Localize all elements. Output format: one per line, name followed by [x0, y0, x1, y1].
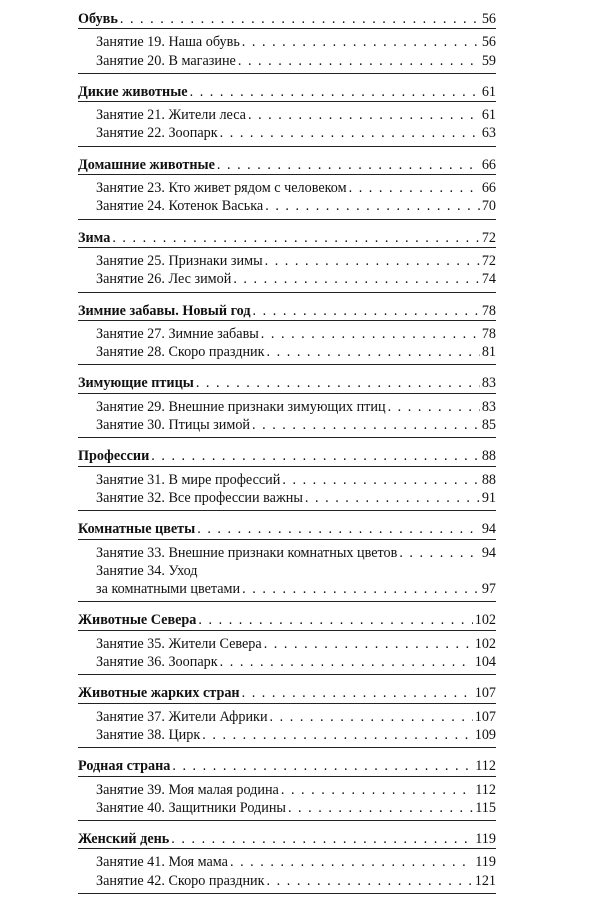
lesson-entry-title: Занятие 42. Скоро праздник	[96, 872, 265, 889]
lesson-entry-page: 119	[475, 854, 496, 871]
lesson-entry-page: 109	[474, 726, 496, 743]
lesson-entry	[78, 471, 496, 489]
dot-leader	[196, 374, 480, 392]
toc-section	[78, 830, 496, 894]
lesson-entry-title: Занятие 31. В мире профессий	[96, 471, 281, 488]
lesson-entry	[78, 124, 496, 142]
lesson-entry-title: Занятие 20. В магазине	[96, 52, 236, 69]
lesson-entry-page: 66	[481, 180, 496, 197]
toc-section	[78, 757, 496, 821]
dot-leader	[151, 447, 480, 465]
lesson-entry-title: Занятие 22. Зоопарк	[96, 125, 218, 142]
dot-leader	[261, 325, 480, 343]
section-heading	[78, 302, 496, 321]
section-heading-title: Обувь	[78, 11, 118, 27]
section-heading-page: 119	[475, 831, 496, 848]
dot-leader	[190, 83, 480, 101]
section-heading-page: 66	[481, 156, 496, 173]
section-heading	[78, 374, 496, 393]
lesson-entry-title: Занятие 26. Лес зимой	[96, 271, 232, 288]
lesson-entry	[78, 489, 496, 507]
section-heading-page: 112	[475, 758, 496, 775]
dot-leader	[230, 853, 473, 871]
lesson-entry-page: 115	[475, 799, 496, 816]
lesson-entry	[78, 416, 496, 434]
lesson-entry-continued	[78, 580, 496, 598]
dot-leader	[242, 684, 473, 702]
lesson-entry-page: 61	[481, 107, 496, 124]
lesson-entry	[78, 343, 496, 361]
lesson-entry-title: Занятие 32. Все профессии важны	[96, 489, 303, 506]
lesson-entry	[78, 398, 496, 416]
section-heading	[78, 83, 496, 102]
dot-leader	[264, 635, 473, 653]
section-heading	[78, 830, 496, 849]
dot-leader	[172, 757, 473, 775]
lesson-entry-page: 74	[481, 271, 496, 288]
lesson-entry-page: 72	[481, 252, 496, 269]
dot-leader	[233, 270, 479, 288]
lesson-entry-title: Занятие 23. Кто живет рядом с человеком	[96, 180, 347, 197]
section-heading-title: Комнатные цветы	[78, 521, 196, 538]
lesson-entry	[78, 853, 496, 871]
lesson-entry-title: Занятие 35. Жители Севера	[96, 635, 262, 652]
lesson-entry	[78, 544, 496, 562]
dot-leader	[198, 611, 472, 629]
lesson-entry-title: Занятие 36. Зоопарк	[96, 654, 218, 671]
section-heading	[78, 447, 496, 466]
lesson-entry-continued-page: 97	[481, 581, 496, 598]
dot-leader	[120, 10, 480, 28]
toc-section	[78, 611, 496, 675]
dot-leader	[242, 580, 480, 598]
section-heading-title: Дикие животные	[78, 83, 188, 100]
toc-section	[78, 156, 496, 220]
lesson-entry	[78, 52, 496, 70]
toc-section	[78, 10, 496, 74]
lesson-entry-title: Занятие 34. Уход	[96, 562, 198, 579]
section-heading-page: 102	[474, 612, 496, 629]
section-heading-title: Женский день	[78, 831, 170, 848]
lesson-entry-continued-title: за комнатными цветами	[96, 581, 241, 598]
lesson-entry-page: 91	[481, 489, 496, 506]
section-heading-page: 107	[474, 685, 496, 702]
section-heading-page: 72	[481, 229, 496, 246]
dot-leader	[217, 156, 480, 174]
lesson-entry-page: 121	[474, 872, 496, 889]
section-heading	[78, 156, 496, 175]
section-heading-title: Зима	[78, 229, 111, 246]
section-heading-title: Зимние забавы. Новый год	[78, 302, 251, 319]
lesson-entry-title: Занятие 25. Признаки зимы	[96, 252, 263, 269]
dot-leader	[265, 252, 480, 270]
lesson-entry-title: Занятие 21. Жители леса	[96, 107, 246, 124]
section-heading-page: 94	[481, 521, 496, 538]
section-heading	[78, 684, 496, 703]
lesson-entry	[78, 325, 496, 343]
dot-leader	[220, 653, 473, 671]
lesson-entry-page: 83	[481, 398, 496, 415]
toc-section	[78, 684, 496, 748]
lesson-entry-page: 81	[481, 344, 496, 361]
lesson-entry	[78, 708, 496, 726]
lesson-entry-page: 107	[474, 708, 496, 725]
section-heading-title: Животные жарких стран	[78, 685, 240, 702]
section-heading	[78, 520, 496, 539]
lesson-entry-title: Занятие 30. Птицы зимой	[96, 417, 251, 434]
lesson-entry-title: Занятие 33. Внешние признаки комнатных цветов	[96, 544, 398, 561]
lesson-entry	[78, 781, 496, 799]
dot-leader	[399, 544, 479, 562]
dot-leader	[112, 229, 479, 247]
lesson-entry	[78, 562, 496, 580]
lesson-entry	[78, 653, 496, 671]
toc-section	[78, 229, 496, 293]
lesson-entry	[78, 799, 496, 817]
dot-leader	[270, 708, 473, 726]
section-heading-page: 88	[481, 448, 496, 465]
lesson-entry	[78, 33, 496, 51]
section-heading-title: Животные Севера	[78, 612, 197, 629]
dot-leader	[282, 471, 479, 489]
lesson-entry-page: 78	[481, 325, 496, 342]
lesson-entry-title: Занятие 37. Жители Африки	[96, 708, 268, 725]
toc-section	[78, 83, 496, 147]
dot-leader	[267, 343, 480, 361]
lesson-entry-page: 104	[474, 654, 496, 671]
section-heading	[78, 10, 496, 29]
lesson-entry-title: Занятие 40. Защитники Родины	[96, 799, 286, 816]
lesson-entry-title: Занятие 41. Моя мама	[96, 854, 228, 871]
dot-leader	[202, 726, 472, 744]
toc-section	[78, 447, 496, 511]
dot-leader	[248, 106, 480, 124]
dot-leader	[242, 33, 480, 51]
lesson-entry-title: Занятие 28. Скоро праздник	[96, 344, 265, 361]
table-of-contents	[78, 10, 496, 903]
lesson-entry-title: Занятие 38. Цирк	[96, 726, 201, 743]
lesson-entry-page: 102	[474, 635, 496, 652]
lesson-entry-page: 56	[481, 34, 496, 51]
toc-section	[78, 302, 496, 366]
lesson-entry-title: Занятие 24. Котенок Васька	[96, 198, 264, 215]
dot-leader	[171, 830, 473, 848]
lesson-entry	[78, 252, 496, 270]
lesson-entry-page: 85	[481, 417, 496, 434]
dot-leader	[288, 799, 473, 817]
lesson-entry	[78, 635, 496, 653]
section-heading-title: Родная страна	[78, 758, 171, 775]
lesson-entry-title: Занятие 27. Зимние забавы	[96, 325, 259, 342]
lesson-entry-page: 88	[481, 471, 496, 488]
section-heading-title: Профессии	[78, 448, 150, 465]
lesson-entry-page: 70	[481, 198, 496, 215]
dot-leader	[220, 124, 480, 142]
lesson-entry	[78, 197, 496, 215]
lesson-entry-title: Занятие 29. Внешние признаки зимующих птиц	[96, 398, 386, 415]
toc-section	[78, 374, 496, 438]
dot-leader	[197, 520, 480, 538]
dot-leader	[388, 398, 480, 416]
section-heading-title: Зимующие птицы	[78, 375, 194, 392]
section-heading-title: Домашние животные	[78, 156, 215, 173]
section-heading-page: 61	[481, 83, 496, 100]
lesson-entry-page: 112	[475, 781, 496, 798]
dot-leader	[305, 489, 480, 507]
dot-leader	[265, 197, 480, 215]
dot-leader	[349, 179, 480, 197]
lesson-entry-title: Занятие 19. Наша обувь	[96, 34, 240, 51]
section-heading	[78, 229, 496, 248]
lesson-entry-page: 94	[481, 544, 496, 561]
lesson-entry-page: 63	[481, 125, 496, 142]
section-heading	[78, 611, 496, 630]
section-heading-page: 56	[481, 11, 496, 27]
lesson-entry-page: 59	[481, 52, 496, 69]
lesson-entry	[78, 179, 496, 197]
section-heading	[78, 757, 496, 776]
section-heading-page: 83	[481, 375, 496, 392]
dot-leader	[252, 416, 480, 434]
lesson-entry	[78, 270, 496, 288]
dot-leader	[281, 781, 473, 799]
dot-leader	[267, 872, 473, 890]
dot-leader	[253, 302, 480, 320]
lesson-entry-title: Занятие 39. Моя малая родина	[96, 781, 279, 798]
dot-leader	[238, 52, 480, 70]
lesson-entry	[78, 106, 496, 124]
lesson-entry	[78, 872, 496, 890]
lesson-entry	[78, 726, 496, 744]
section-heading-page: 78	[481, 302, 496, 319]
toc-section	[78, 520, 496, 602]
